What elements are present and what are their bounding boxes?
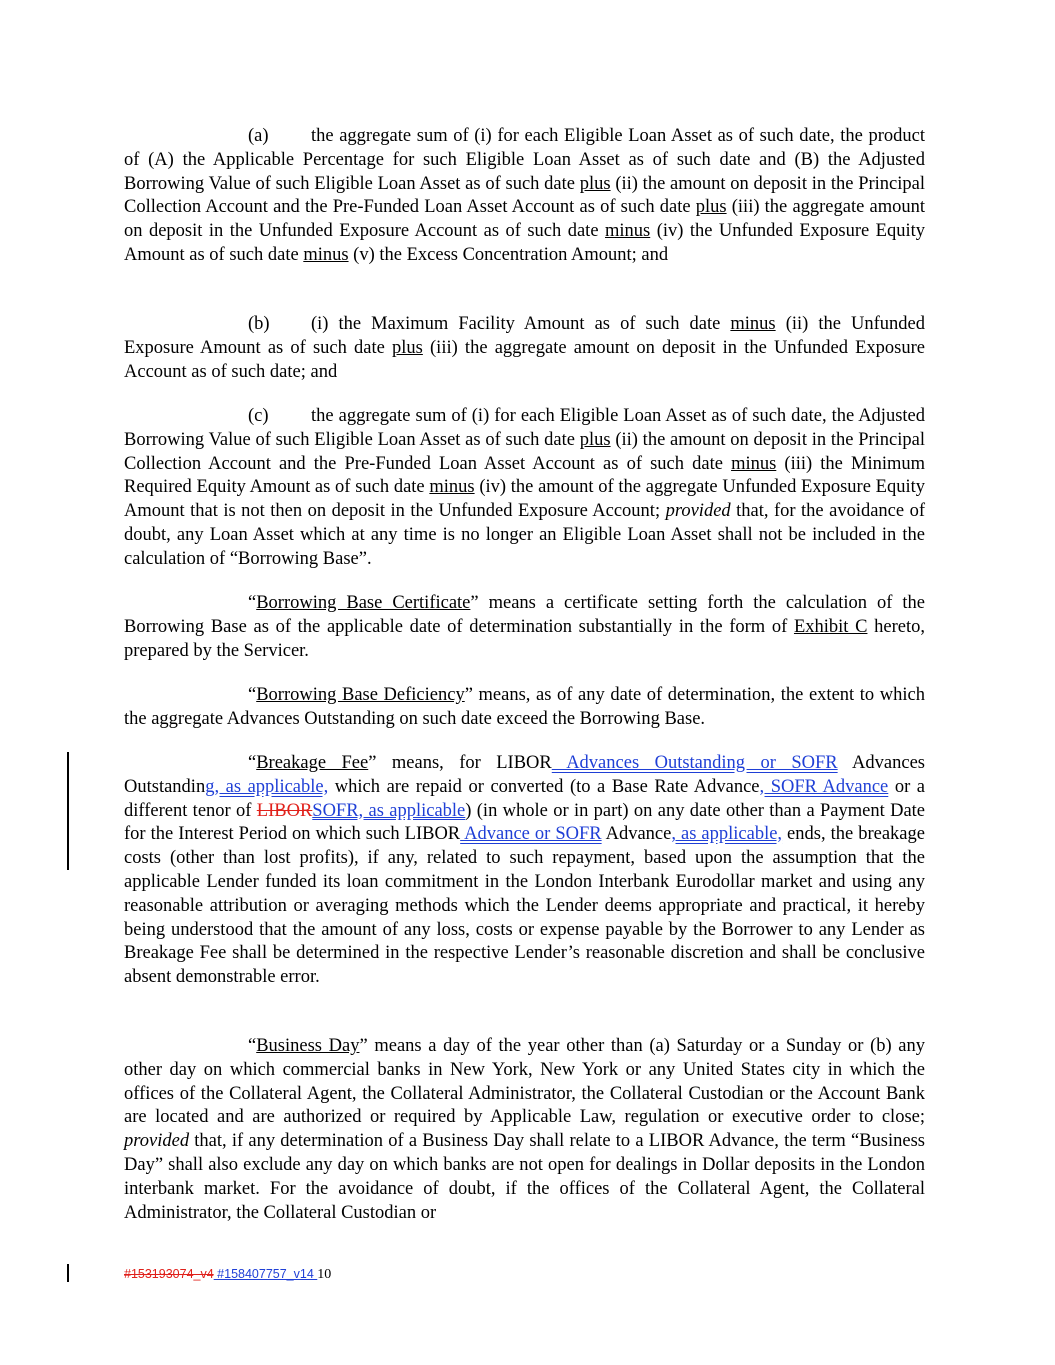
defined-term: Business Day bbox=[256, 1036, 360, 1056]
definition-borrowing-base-deficiency: “Borrowing Base Deficiency” means, as of any date of determination, the extent to which the aggregate Advances Outstanding on such date exceed the Borrowing Base. bbox=[124, 685, 925, 729]
definition-business-day: “Business Day” means a day of the year other than (a) Saturday or a Sunday or (b) any other day on which commercial banks in New York, New York or any United States city in which the offices of the Collateral Agent, the Collateral Administrator, the Collateral Custodian or the Account Bank are located and are authorized or required by Applicable Law, regulation or executive order to close; provided that, if any determination of a Business Day shall relate to a LIBOR Advance, the term “Business Day” shall also exclude any day on which banks are not open for dealings in Dollar deposits in the London interbank market. For the avoidance of doubt, if the offices of the Collateral Agent, the Collateral Administrator, the Collateral Custodian or bbox=[124, 1036, 925, 1223]
defined-term: Breakage Fee bbox=[256, 753, 369, 773]
definition-breakage-fee: “Breakage Fee” means, for LIBOR Advances Outstanding or SOFR Advances Outstanding, as applicable, which are repaid or converted (to a Base Rate Advance, SOFR Advance or a different tenor of LIBORSOFR, as applicable) (in whole or in part) on any date other than a Payment Date for the Interest Period on which such LIBOR Advance or SOFR Advance, as applicable, ends, the breakage costs (other than lost profits), if any, related to such repayment, based upon the assumption that the applicable Lender funded its loan commitment in the London Interbank Eurodollar market and using any reasonable attribution or averaging methods which the Lender deems appropriate and practical, it hereby being understood that the amount of any loss, costs or expense payable by the Borrower to any Lender as Breakage Fee shall be determined in the respective Lender’s reasonable discretion and shall be conclusive absent demonstrable error. bbox=[124, 753, 926, 988]
tracked-insertion: , as applicable, bbox=[671, 824, 783, 845]
tracked-insertion: SOFR, as applicable bbox=[312, 800, 466, 821]
page-number: 10 bbox=[317, 1267, 332, 1282]
defined-term: Borrowing Base Certificate bbox=[256, 593, 471, 613]
paragraph-label: (b) bbox=[248, 314, 270, 334]
paragraph-b: (b) (i) the Maximum Facility Amount as of such date minus (ii) the Unfunded Exposure Amount as of such date plus (iii) the aggregate amount on deposit in the Unfunded Exposure Account as of such date; and bbox=[124, 314, 925, 382]
defined-term: Borrowing Base Deficiency bbox=[256, 685, 465, 705]
tracked-insertion: g, as applicable, bbox=[205, 776, 329, 797]
inserted-doc-id: #158407757_v14 bbox=[213, 1267, 318, 1281]
change-bar bbox=[67, 752, 69, 870]
tracked-insertion: , SOFR Advance bbox=[759, 776, 889, 797]
change-bar bbox=[67, 1264, 69, 1282]
paragraph-label: (a) bbox=[248, 126, 269, 146]
tracked-insertion: Advance or SOFR bbox=[460, 824, 602, 845]
footer-doc-id bbox=[124, 1266, 331, 1283]
paragraph-c: (c) the aggregate sum of (i) for each Eligible Loan Asset as of such date, the Adjusted Borrowing Value of such Eligible Loan Asset as of such date plus (ii) the amount on deposit in the Principal Collection Account and the Pre-Funded Loan Asset Account as of such date minus (iii) the Minimum Required Equity Amount as of such date minus (iv) the amount of the aggregate Unfunded Exposure Equity Amount that is not then on deposit in the Unfunded Exposure Account; provided that, for the avoidance of doubt, any Loan Asset which at any time is no longer an Eligible Loan Asset shall not be included in the calculation of “Borrowing Base”. bbox=[124, 406, 925, 569]
tracked-insertion: Advances Outstanding or SOFR bbox=[551, 753, 838, 773]
deleted-doc-id: #153193074_v4 bbox=[124, 1267, 214, 1281]
definition-borrowing-base-certificate: “Borrowing Base Certificate” means a certificate setting forth the calculation of the Borrowing Base as of the applicable date of determination substantially in the form of Exhibit C hereto, prepared by the Servicer. bbox=[124, 593, 925, 661]
paragraph-label: (c) bbox=[248, 406, 269, 426]
tracked-deletion: LIBOR bbox=[256, 800, 313, 821]
exhibit-reference: Exhibit C bbox=[793, 616, 868, 637]
paragraph-a: (a) the aggregate sum of (i) for each Eligible Loan Asset as of such date, the product of (A) the Applicable Percentage for such Eligible Loan Asset as of such date and (B) the Adjusted Borrowing Value of such Eligible Loan Asset as of such date plus (ii) the amount on deposit in the Principal Collection Account and the Pre-Funded Loan Asset Account as of such date plus (iii) the aggregate amount on deposit in the Unfunded Exposure Account as of such date minus (iv) the Unfunded Exposure Equity Amount as of such date minus (v) the Excess Concentration Amount; and bbox=[124, 126, 926, 265]
